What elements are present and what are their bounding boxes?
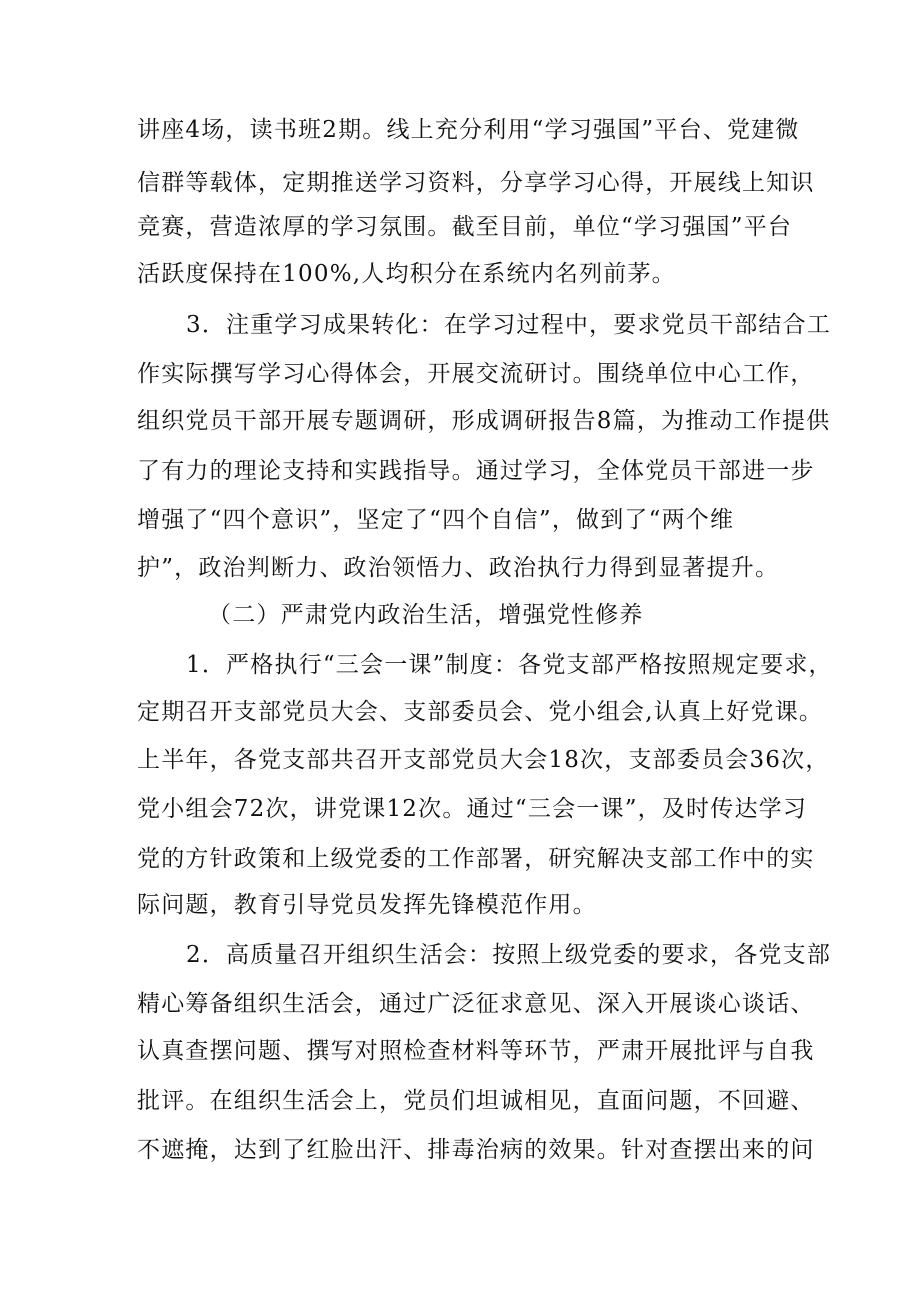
text-line: 护”，政治判断力、政治领悟力、政治执行力得到显著提升。: [137, 555, 780, 581]
text-line: 作实际撰写学习心得体会，开展交流研讨。围绕单位中心工作，: [137, 361, 815, 387]
text-line: 党小组会72次，讲党课12次。通过“三会一课”，及时传达学习: [137, 796, 808, 822]
text-line: 际问题，教育引导党员发挥先锋模范作用。: [137, 892, 597, 918]
text-line: 了有力的理论支持和实践指导。通过学习，全体党员干部进一步: [137, 458, 815, 484]
text-line: 组织党员干部开展专题调研，形成调研报告8篇，为推动工作提供: [137, 408, 831, 434]
text-line: 不遮掩，达到了红脸出汗、排毒治病的效果。针对查摆出来的问: [137, 1137, 815, 1163]
text-line: 信群等载体，定期推送学习资料，分享学习心得，开展线上知识: [137, 170, 815, 196]
text-line: 上半年，各党支部共召开支部党员大会18次，支部委员会36次，: [137, 747, 830, 773]
text-line: 1．严格执行“三会一课”制度：各党支部严格按照规定要求，: [186, 652, 833, 678]
text-line: 竞赛，营造浓厚的学习氛围。截至目前，单位“学习强国”平台: [137, 214, 793, 240]
section-heading-text: （二）严肃党内政治生活，增强党性修养: [208, 602, 644, 628]
text-line: 讲座4场，读书班2期。线上充分利用“学习强国”平台、党建微: [137, 117, 800, 143]
text-line: 活跃度保持在100%,人均积分在系统内名列前茅。: [137, 261, 676, 287]
text-line: 增强了“四个意识”，坚定了“四个自信”，做到了“两个维: [137, 507, 735, 533]
text-line: 批评。在组织生活会上，党员们坦诚相见，直面问题，不回避、: [137, 1088, 815, 1114]
text-line: 认真查摆问题、撰写对照检查材料等环节，严肃开展批评与自我: [137, 1038, 815, 1064]
text-line: 党的方针政策和上级党委的工作部署，研究解决支部工作中的实: [137, 846, 815, 872]
text-line: 定期召开支部党员大会、支部委员会、党小组会,认真上好党课。: [137, 699, 824, 725]
text-line: 精心筹备组织生活会，通过广泛征求意见、深入开展谈心谈话、: [137, 991, 815, 1017]
text-line: 2．高质量召开组织生活会：按照上级党委的要求，各党支部: [186, 942, 832, 968]
text-line: 3．注重学习成果转化：在学习过程中，要求党员干部结合工: [186, 312, 832, 338]
